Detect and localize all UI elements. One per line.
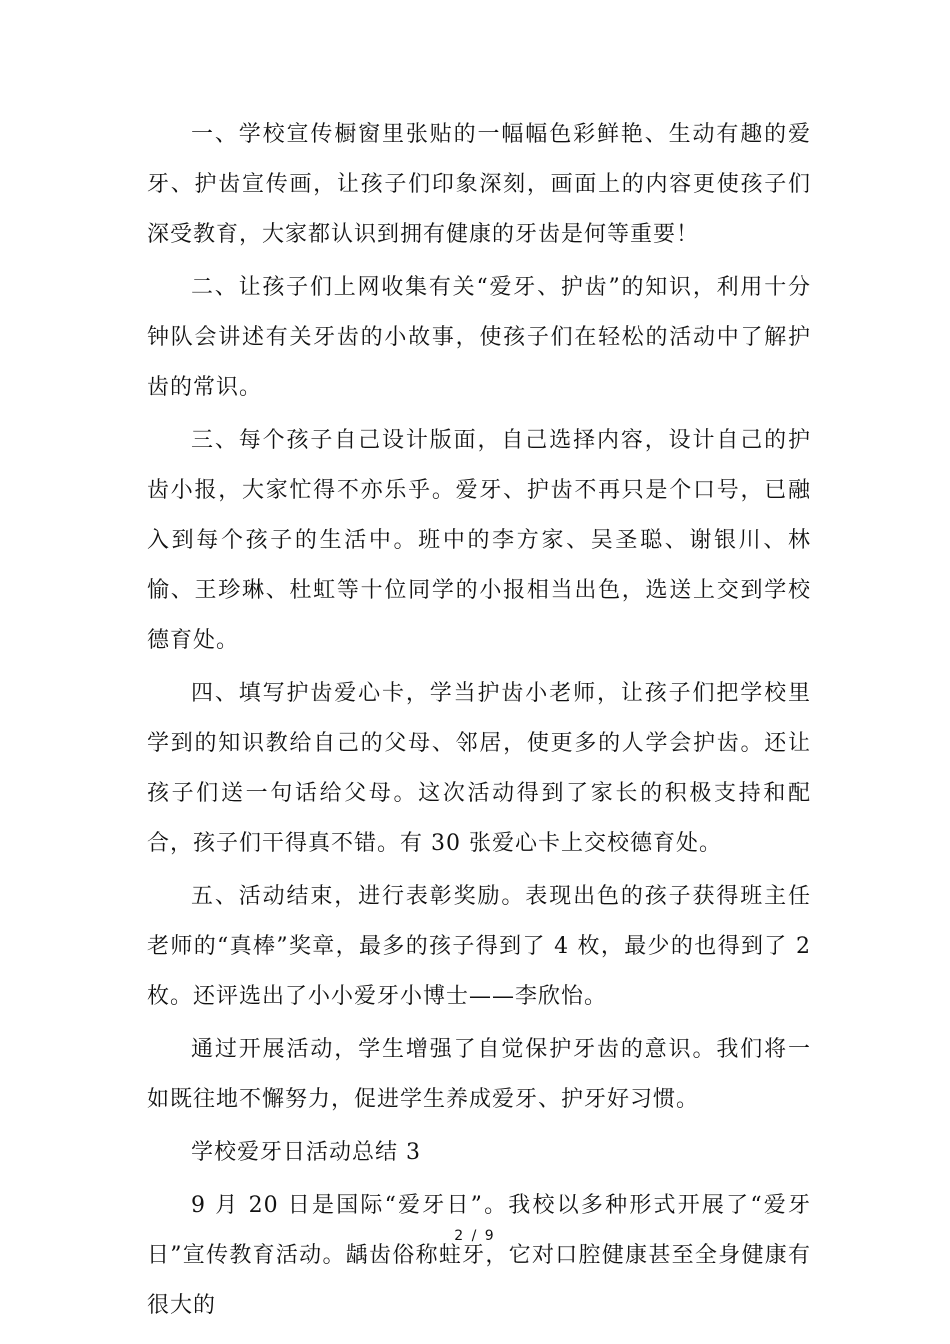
paragraph-2: 二、让孩子们上网收集有关“爱牙、护齿”的知识，利用十分钟队会讲述有关牙齿的小故事，使孩子们在轻松的活动中了解护齿的常识。 (147, 275, 811, 400)
page-number: 2 / 9 (454, 1228, 496, 1244)
paragraph-5: 五、活动结束，进行表彰奖励。表现出色的孩子获得班主任老师的“真棒”奖章，最多的孩子得到了 4 枚，最少的也得到了 2 枚。还评选出了小小爱牙小博士——李欣怡。 (147, 884, 811, 1009)
paragraph-7: 9 月 20 日是国际“爱牙日”。我校以多种形式开展了“爱牙日”宣传教育活动。龋齿俗称蛀牙，它对口腔健康甚至全身健康有很大的 (147, 1193, 811, 1318)
paragraph-3: 三、每个孩子自己设计版面，自己选择内容，设计自己的护齿小报，大家忙得不亦乐乎。爱牙、护齿不再只是个口号，已融入到每个孩子的生活中。班中的李方家、吴圣聪、谢银川、林愉、王珍琳、杜虹等十位同学的小报相当出色，选送上交到学校德育处。 (147, 428, 811, 653)
paragraph-6: 通过开展活动，学生增强了自觉保护牙齿的意识。我们将一如既往地不懈努力，促进学生养成爱牙、护牙好习惯。 (147, 1037, 811, 1112)
document-body (147, 110, 811, 1331)
section-heading: 学校爱牙日活动总结 3 (191, 1140, 421, 1165)
paragraph-4: 四、填写护齿爱心卡，学当护齿小老师，让孩子们把学校里学到的知识教给自己的父母、邻居，使更多的人学会护齿。还让孩子们送一句话给父母。这次活动得到了家长的积极支持和配合，孩子们干得真不错。有 30 张爱心卡上交校德育处。 (147, 681, 811, 856)
paragraph-1: 一、学校宣传橱窗里张贴的一幅幅色彩鲜艳、生动有趣的爱牙、护齿宣传画，让孩子们印象深刻，画面上的内容更使孩子们深受教育，大家都认识到拥有健康的牙齿是何等重要！ (147, 122, 811, 247)
